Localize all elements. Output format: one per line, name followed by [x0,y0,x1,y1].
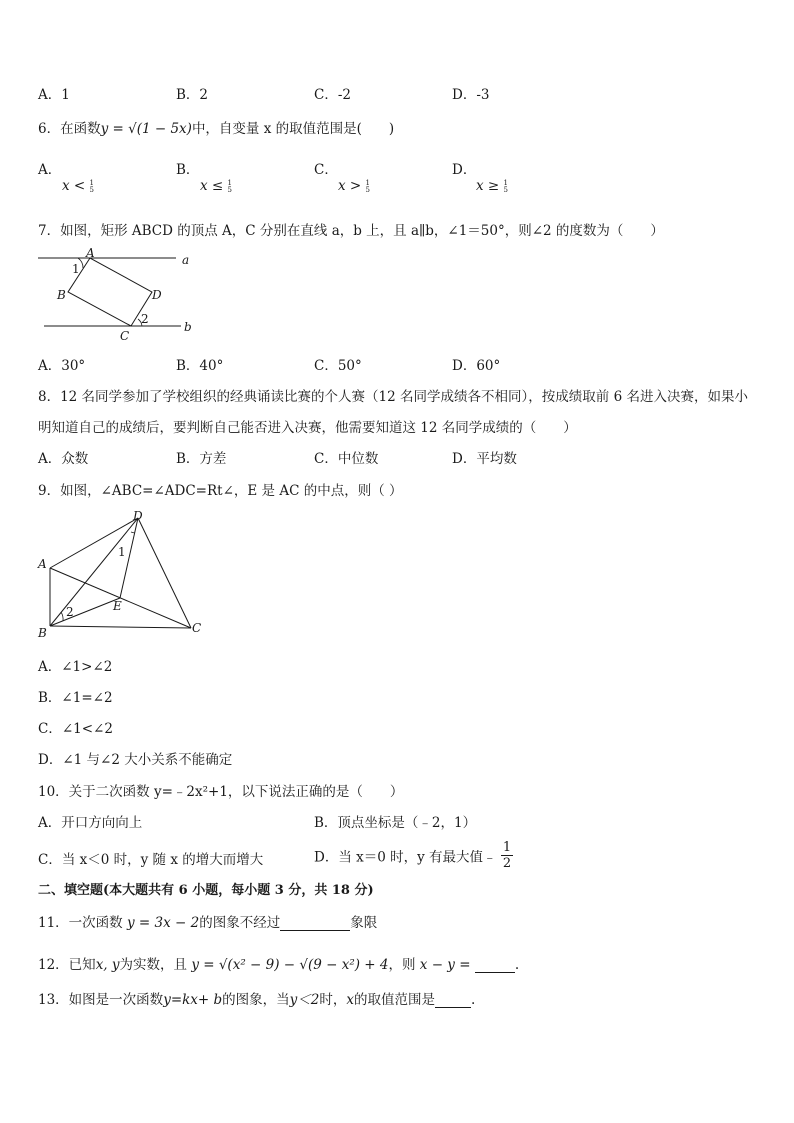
label-B: B [38,626,47,640]
label-C: C [192,621,202,635]
q6-option-math: x < [62,178,86,194]
label-angle-2: 2 [66,605,74,619]
segment-BD [50,518,138,626]
q9-quadrilateral-figure [34,506,214,642]
q6-option-math: x > [338,178,362,194]
q12-answer-blank[interactable] [475,958,515,973]
q7-option-a: A．30° [38,358,86,374]
segment-BE [50,598,120,626]
q6-option-d [452,158,508,194]
question-13 [38,988,475,1008]
q10-option-d-text: D．当 x＝0 时，y 有最大值﹣ [314,849,497,866]
q11-suffix: 的图象不经过 [199,915,281,931]
q9-option-a: A．∠1>∠2 [38,659,113,675]
q6-option-label: B． [176,162,200,178]
q13-mid2: 时， [319,992,347,1008]
q8-option-a: A．众数 [38,451,89,467]
question-12 [38,953,519,973]
question-7: 7．如图，矩形 ABCD 的顶点 A，C 分别在直线 a，b 上，且 a∥b，∠1＝50°，则∠2 的度数为（ ） [38,223,664,239]
label-angle-1: 1 [118,545,126,559]
q13-tail: . [471,992,476,1008]
q11-answer-blank[interactable] [280,916,350,931]
q7-option-d: D．60° [452,358,501,374]
segment-AD [50,518,138,568]
question-9: 9．如图，∠ABC=∠ADC=Rt∠，E 是 AC 的中点，则（ ） [38,483,403,499]
q11-tail: 象限 [350,915,378,931]
label-B: B [57,288,66,302]
q5-option-c: C．-2 [314,87,351,103]
q13-answer-blank[interactable] [435,993,471,1008]
q9-option-d: D．∠1 与∠2 大小关系不能确定 [38,752,233,768]
q8-option-c: C．中位数 [314,451,379,467]
q6-option-fraction: 1 5 [227,178,232,194]
q12-mid: 为实数，且 [119,957,188,973]
angle-2-arc [61,612,63,621]
label-angle-1: 1 [72,262,80,276]
label-angle-2: 2 [141,312,149,326]
q9-option-b: B．∠1=∠2 [38,690,113,706]
q12-prefix: 12．已知 [38,957,96,973]
label-D: D [133,509,143,523]
question-6 [38,117,394,137]
q5-option-d: D．-3 [452,87,490,103]
label-E: E [113,599,122,613]
label-b: b [184,320,192,334]
q6-suffix: 中，自变量 x 的取值范围是( ) [191,121,395,137]
question-11 [38,911,377,931]
q6-option-label: D． [452,162,477,178]
q6-formula: y = √(1 − 5x) [100,121,192,137]
q6-option-fraction: 1 5 [365,178,370,194]
label-D: D [152,288,162,302]
q5-option-b: B．2 [176,87,209,103]
q13-mid: 的图象，当 [222,992,290,1008]
q6-prefix: 6．在函数 [38,121,101,137]
q5-option-a: A．1 [38,87,70,103]
question-8-line-1: 8．12 名同学参加了学校组织的经典诵读比赛的个人赛（12 名同学成绩各不相同），按成绩取前 6 名进入决赛，如果小 [38,389,748,405]
q6-option-b [176,158,232,194]
question-10: 10．关于二次函数 y=﹣2x²+1，以下说法正确的是（ ） [38,784,404,800]
q10-option-c: C．当 x＜0 时，y 随 x 的增大而增大 [38,852,264,868]
q13-suffix: 的取值范围是 [354,992,436,1008]
q12-tail: . [514,957,520,973]
q6-option-math: x ≤ [200,178,224,194]
q6-option-a [38,158,94,194]
q6-option-label: C． [314,162,338,178]
q10-option-b: B．顶点坐标是（﹣2，1） [314,815,477,831]
q12-formula: y = √(x² − 9) − √(9 − x²) + 4 [191,957,389,973]
section-2-heading: 二、填空题(本大题共有 6 小题，每小题 3 分，共 18 分) [38,883,374,898]
q13-var: x [346,992,355,1008]
q9-option-c: C．∠1<∠2 [38,721,113,737]
q10-fraction [501,840,513,871]
label-C: C [120,329,130,343]
q11-prefix: 11．一次函数 [38,915,123,931]
q6-option-c [314,158,370,194]
q13-cond: y＜2 [289,992,320,1008]
q8-option-b: B．方差 [176,451,227,467]
q10-option-a: A．开口方向向上 [38,815,143,831]
q7-rectangle-figure [36,246,206,344]
q6-option-math: x ≥ [476,178,500,194]
q10-fraction-num: 1 [502,840,512,855]
rectangle-abcd [68,258,152,326]
q6-option-fraction: 1 5 [89,178,94,194]
q8-option-d: D．平均数 [452,451,517,467]
q10-fraction-den: 2 [502,856,512,871]
q6-option-label: A． [38,162,62,178]
q11-formula: y = 3x − 2 [126,915,200,931]
question-8-line-2: 明知道自己的成绩后，要判断自己能否进入决赛，他需要知道这 12 名同学成绩的（ ） [38,420,577,436]
q6-option-fraction: 1 5 [503,178,508,194]
q12-sep: ，则 [388,957,416,973]
label-A: A [38,557,47,571]
q13-prefix: 13．如图是一次函数 [38,992,164,1008]
q10-option-d [314,840,513,871]
q13-formula: y=kx+ b [163,992,223,1008]
q7-option-c: C．50° [314,358,362,374]
label-a: a [182,253,190,267]
segment-BC [50,626,191,628]
q12-vars: x, y [95,957,120,973]
q12-expr: x − y = [419,957,471,973]
label-A: A [86,246,95,260]
q7-option-b: B．40° [176,358,224,374]
segment-DC [138,518,191,628]
